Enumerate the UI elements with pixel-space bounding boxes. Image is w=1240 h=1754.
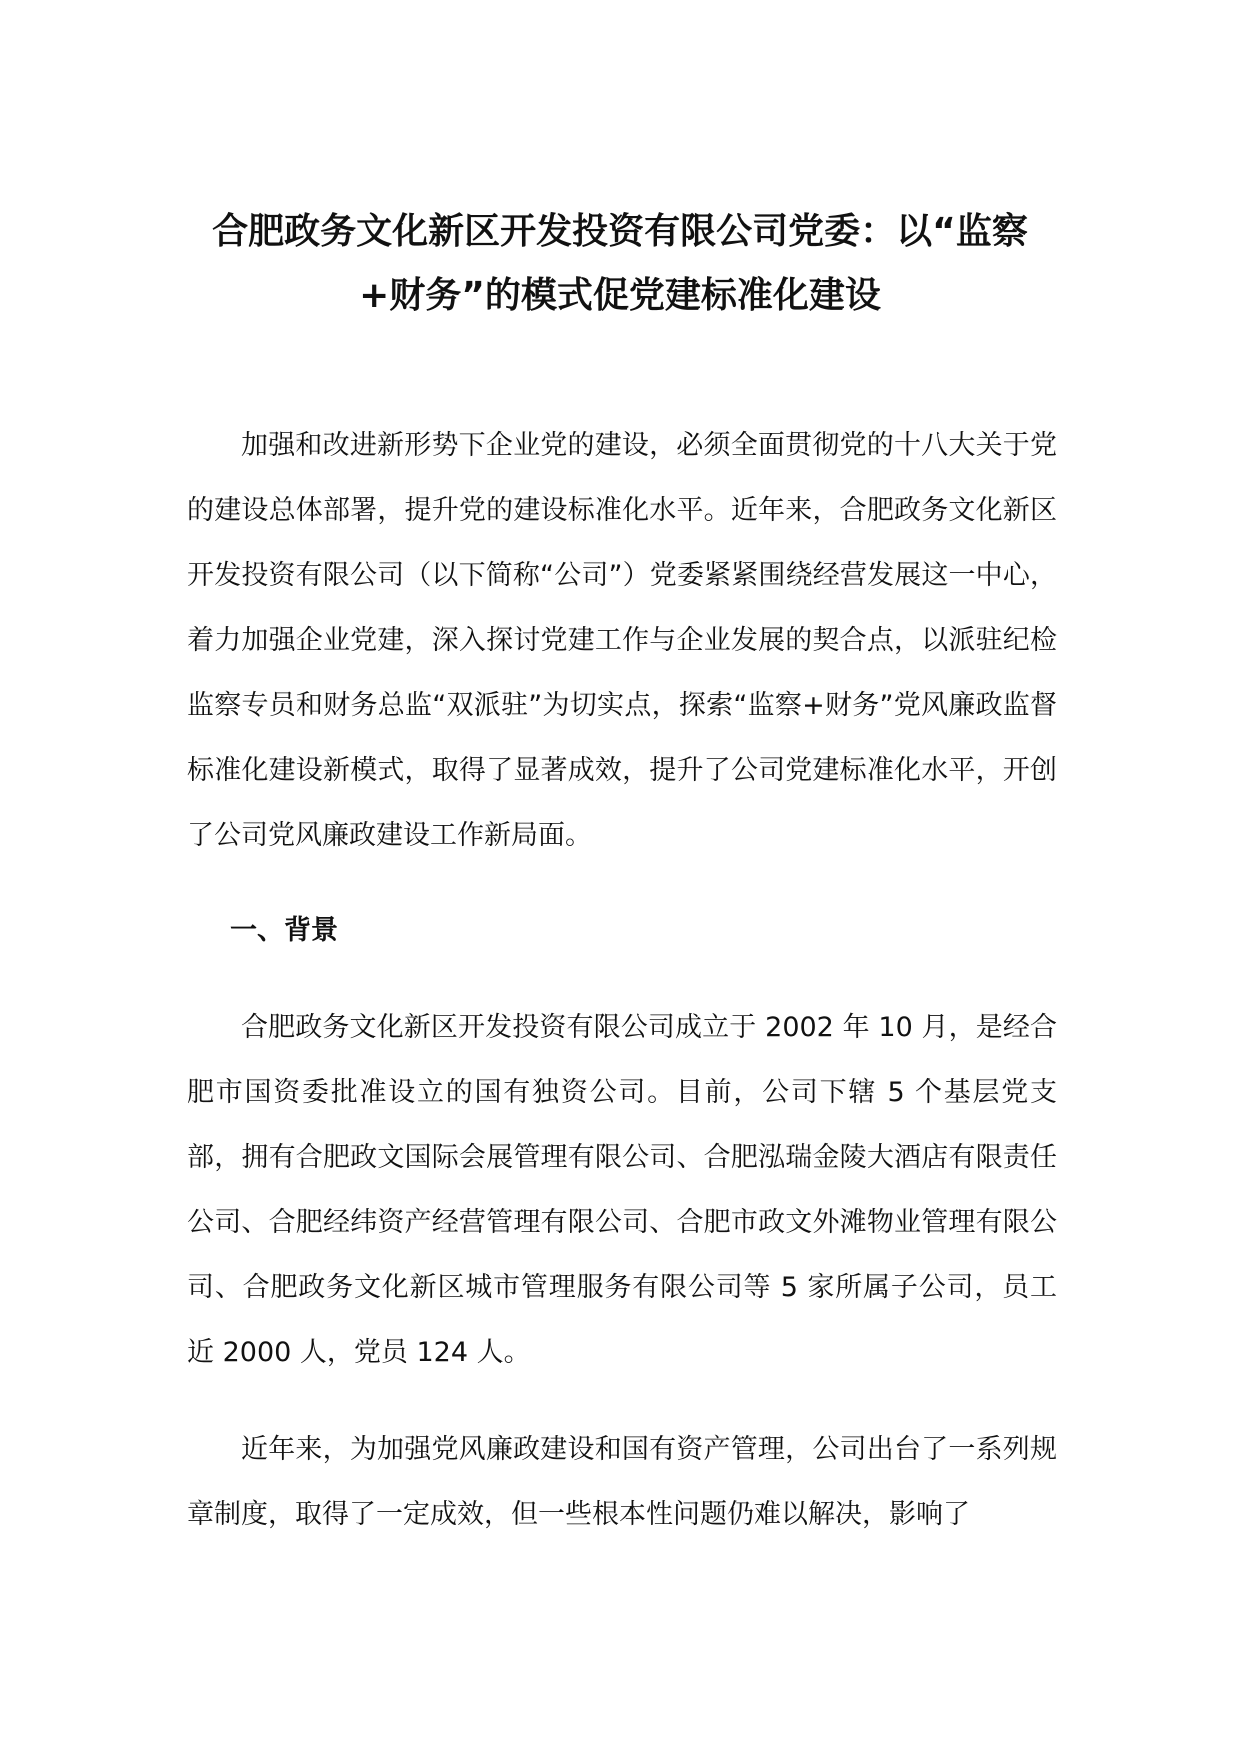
- intro-section: [187, 413, 1057, 868]
- recent-section: [187, 1417, 1057, 1547]
- section-heading-background: 一、背景: [230, 915, 338, 946]
- document-title: 合肥政务文化新区开发投资有限公司党委：以“监察+财务”的模式促党建标准化建设: [212, 211, 1028, 316]
- recent-paragraph: 近年来，为加强党风廉政建设和国有资产管理，公司出台了一系列规章制度，取得了一定成效，但一些根本性问题仍难以解决，影响了: [187, 1434, 1057, 1530]
- intro-paragraph: 加强和改进新形势下企业党的建设，必须全面贯彻党的十八大关于党的建设总体部署，提升党的建设标准化水平。近年来，合肥政务文化新区开发投资有限公司（以下简称“公司”）党委紧紧围绕经营发展这一中心，着力加强企业党建，深入探讨党建工作与企业发展的契合点，以派驻纪检监察专员和财务总监“双派驻”为切实点，探索“监察+财务”党风廉政监督标准化建设新模式，取得了显著成效，提升了公司党建标准化水平，开创了公司党风廉政建设工作新局面。: [187, 430, 1057, 851]
- background-section: [187, 995, 1057, 1385]
- background-paragraph: 合肥政务文化新区开发投资有限公司成立于 2002 年 10 月，是经合肥市国资委批准设立的国有独资公司。目前，公司下辖 5 个基层党支部，拥有合肥政文国际会展管理有限公司、合肥泓瑞金陵大酒店有限责任公司、合肥经纬资产经营管理有限公司、合肥市政文外滩物业管理有限公司、合肥政务文化新区城市管理服务有限公司等 5 家所属子公司，员工近 2000 人，党员 124 人。: [187, 1012, 1057, 1368]
